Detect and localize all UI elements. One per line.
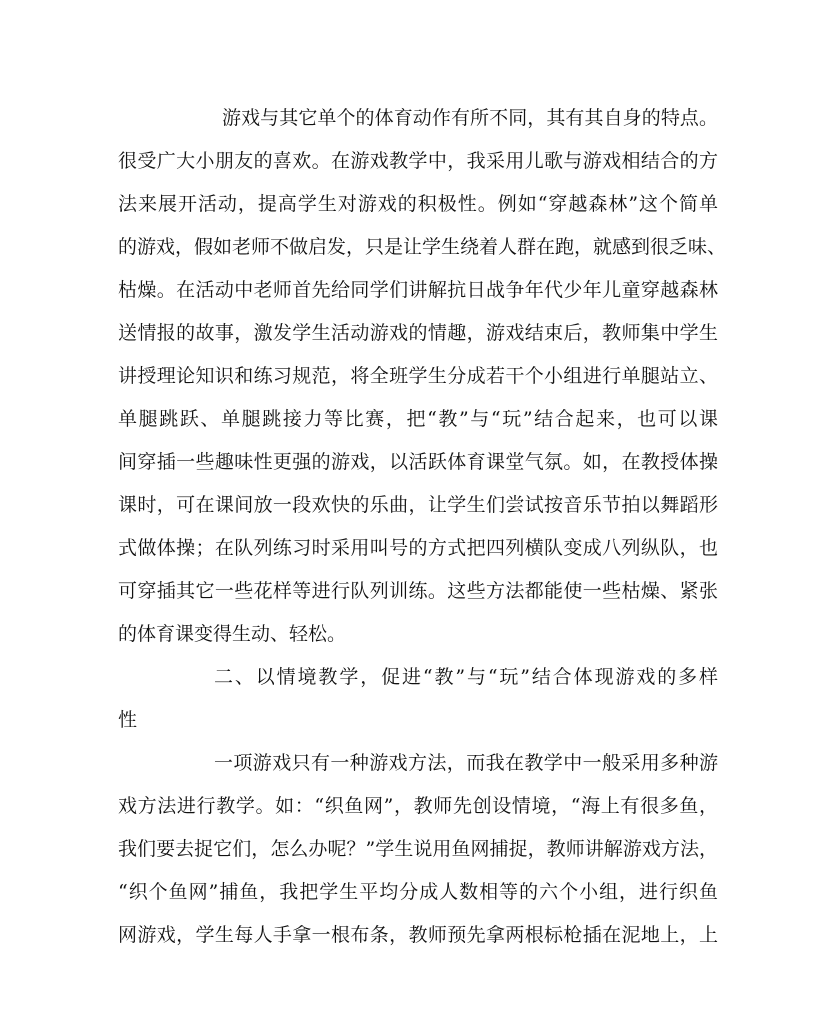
paragraph-line: 单腿跳跃、单腿跳接力等比赛，把“教”与“玩”结合起来，也可以课 [118,408,718,430]
paragraph-line: 游戏与其它单个的体育动作有所不同，其有其自身的特点。 [222,107,718,129]
section-heading-line: 二、以情境教学，促进“教”与“玩”结合体现游戏的多样 [214,666,718,688]
paragraph-line: 讲授理论知识和练习规范，将全班学生分成若干个小组进行单腿站立、 [118,365,718,387]
paragraph-line: “织个鱼网”捕鱼，我把学生平均分成人数相等的六个小组，进行织鱼 [118,881,718,903]
section-heading-line: 性 [118,709,138,731]
paragraph-line: 很受广大小朋友的喜欢。在游戏教学中，我采用儿歌与游戏相结合的方 [118,150,718,172]
paragraph-line: 的体育课变得生动、轻松。 [118,623,347,645]
paragraph-line: 可穿插其它一些花样等进行队列训练。这些方法都能使一些枯燥、紧张 [118,580,718,602]
paragraph-line: 送情报的故事，激发学生活动游戏的情趣，游戏结束后，教师集中学生 [118,322,718,344]
paragraph-line: 枯燥。在活动中老师首先给同学们讲解抗日战争年代少年儿童穿越森林 [118,279,718,301]
paragraph-line: 式做体操；在队列练习时采用叫号的方式把四列横队变成八列纵队，也 [118,537,718,559]
paragraph-line: 我们要去捉它们，怎么办呢？”学生说用鱼网捕捉，教师讲解游戏方法， [118,838,718,860]
paragraph-line: 网游戏，学生每人手拿一根布条，教师预先拿两根标枪插在泥地上，上 [118,924,718,946]
paragraph-line: 间穿插一些趣味性更强的游戏，以活跃体育课堂气氛。如，在教授体操 [118,451,718,473]
paragraph-line: 戏方法进行教学。如：“织鱼网”，教师先创设情境，“海上有很多鱼， [118,795,718,817]
paragraph-line: 法来展开活动，提高学生对游戏的积极性。例如“穿越森林”这个简单 [118,193,718,215]
paragraph-line: 一项游戏只有一种游戏方法，而我在教学中一般采用多种游 [214,752,718,774]
paragraph-line: 课时，可在课间放一段欢快的乐曲，让学生们尝试按音乐节拍以舞蹈形 [118,494,718,516]
paragraph-line: 的游戏，假如老师不做启发，只是让学生绕着人群在跑，就感到很乏味、 [118,236,727,258]
